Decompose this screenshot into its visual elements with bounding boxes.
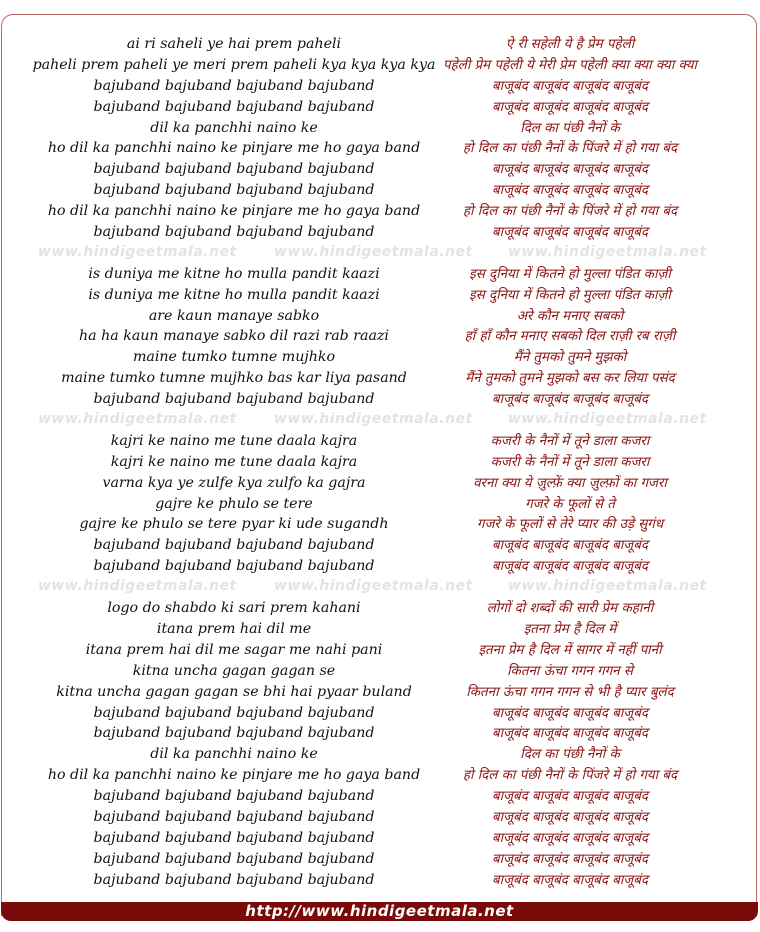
lyric-romanized: ho dil ka panchhi naino ke pinjare me ho gaya band <box>47 767 421 784</box>
lyric-romanized: bajuband bajuband bajuband bajuband <box>93 808 375 825</box>
lyric-romanized: logo do shabdo ki sari prem kahani <box>107 600 361 617</box>
lyric-devanagari: बाजूबंद बाजूबंद बाजूबंद बाजूबंद <box>492 830 648 846</box>
lyric-line <box>0 55 760 76</box>
lyric-line <box>0 306 760 327</box>
lyric-romanized: ho dil ka panchhi naino ke pinjare me ho gaya band <box>47 203 421 220</box>
lyric-line <box>0 347 760 368</box>
lyric-romanized: bajuband bajuband bajuband bajuband <box>93 98 375 115</box>
lyric-line <box>0 786 760 807</box>
lyric-romanized: kajri ke naino me tune daala kajra <box>110 432 358 449</box>
lyric-devanagari: पहेली प्रेम पहेली ये मेरी प्रेम पहेली क्या क्या क्या क्या <box>443 57 697 73</box>
lyric-devanagari: बाजूबंद बाजूबंद बाजूबंद बाजूबंद <box>492 538 648 554</box>
watermark-text: www.hindigeetmala.net <box>38 578 237 595</box>
lyric-line <box>0 264 760 285</box>
lyric-devanagari: बाजूबंद बाजूबंद बाजूबंद बाजूबंद <box>492 872 648 888</box>
lyric-romanized: bajuband bajuband bajuband bajuband <box>93 725 375 742</box>
lyric-devanagari: मैंने तुमको तुमने मुझको बस कर लिया पसंद <box>465 371 675 387</box>
lyric-line <box>0 473 760 494</box>
lyric-line <box>0 535 760 556</box>
lyric-romanized: dil ka panchhi naino ke <box>150 746 318 763</box>
lyric-devanagari: बाजूबंद बाजूबंद बाजूबंद बाजूबंद <box>492 183 648 199</box>
lyric-devanagari: बाजूबंद बाजूबंद बाजूबंद बाजूबंद <box>492 392 648 408</box>
lyric-devanagari: इतना प्रेम है दिल में <box>523 621 617 637</box>
lyric-line <box>0 180 760 201</box>
lyric-line <box>0 452 760 473</box>
watermark-text: www.hindigeetmala.net <box>38 243 237 260</box>
lyric-devanagari: दिल का पंछी नैनों के <box>520 120 620 136</box>
lyric-romanized: bajuband bajuband bajuband bajuband <box>93 850 375 867</box>
lyric-devanagari: गजरे के फूलों से ते <box>525 496 615 512</box>
lyric-devanagari: बाजूबंद बाजूबंद बाजूबंद बाजूबंद <box>492 559 648 575</box>
lyric-romanized: dil ka panchhi naino ke <box>150 119 318 136</box>
lyric-devanagari: बाजूबंद बाजूबंद बाजूबंद बाजूबंद <box>492 225 648 241</box>
lyric-line <box>0 828 760 849</box>
lyric-romanized: is duniya me kitne ho mulla pandit kaazi <box>88 286 380 303</box>
watermark-row <box>0 243 760 264</box>
lyric-devanagari: लोगों दो शब्दों की सारी प्रेम कहानी <box>486 601 654 617</box>
lyric-devanagari: हो दिल का पंछी नैनों के पिंजरे में हो गया बंद <box>462 141 678 157</box>
lyric-romanized: are kaun manaye sabko <box>148 307 320 324</box>
lyric-line <box>0 807 760 828</box>
watermark-text: www.hindigeetmala.net <box>38 411 237 428</box>
lyric-devanagari: कजरी के नैनों में तूने डाला कजरा <box>490 433 650 449</box>
lyric-romanized: bajuband bajuband bajuband bajuband <box>93 558 375 575</box>
lyric-romanized: is duniya me kitne ho mulla pandit kaazi <box>88 265 380 282</box>
lyric-line <box>0 723 760 744</box>
lyric-romanized: gajre ke phulo se tere pyar ki ude sugandh <box>79 516 389 533</box>
lyric-line <box>0 118 760 139</box>
lyric-devanagari: इतना प्रेम है दिल में सागर में नहीं पानी <box>478 642 662 658</box>
lyric-romanized: ai ri saheli ye hai prem paheli <box>126 36 342 52</box>
lyric-line <box>0 138 760 159</box>
lyric-devanagari: बाजूबंद बाजूबंद बाजूबंद बाजूबंद <box>492 809 648 825</box>
lyric-romanized: gajre ke phulo se tere <box>155 495 313 512</box>
lyric-line <box>0 159 760 180</box>
lyric-line <box>0 849 760 870</box>
lyric-devanagari: वरना क्या ये ज़ुल्फ़ें क्या ज़ुल्फ़ों का गजरा <box>473 475 667 491</box>
lyric-romanized: maine tumko tumne mujhko <box>132 349 336 366</box>
watermark-text: www.hindigeetmala.net <box>508 578 707 595</box>
lyric-line <box>0 744 760 765</box>
lyric-romanized: kitna uncha gagan gagan se bhi hai pyaar buland <box>56 683 412 700</box>
lyric-devanagari: अरे कौन मनाए सबको <box>516 308 624 324</box>
lyric-romanized: bajuband bajuband bajuband bajuband <box>93 224 375 241</box>
lyric-devanagari: इस दुनिया में कितने हो मुल्ला पंडित काज़ी <box>469 266 671 282</box>
lyric-line <box>0 494 760 515</box>
lyric-devanagari: ऐ री सहेली ये है प्रेम पहेली <box>505 37 635 52</box>
watermark-text: www.hindigeetmala.net <box>274 243 473 260</box>
lyrics-container <box>0 34 760 891</box>
lyric-romanized: bajuband bajuband bajuband bajuband <box>93 871 375 888</box>
lyric-devanagari: कजरी के नैनों में तूने डाला कजरा <box>490 454 650 470</box>
lyric-devanagari: कितना ऊंचा गगन गगन से <box>507 663 633 679</box>
lyric-line <box>0 661 760 682</box>
lyric-devanagari: इस दुनिया में कितने हो मुल्ला पंडित काज़ी <box>469 287 671 303</box>
lyric-devanagari: बाजूबंद बाजूबंद बाजूबंद बाजूबंद <box>492 78 648 94</box>
lyric-devanagari: हो दिल का पंछी नैनों के पिंजरे में हो गया बंद <box>462 768 678 784</box>
footer-site-link[interactable]: http://www.hindigeetmala.net <box>245 902 514 920</box>
watermark-text: www.hindigeetmala.net <box>274 411 473 428</box>
lyric-devanagari: मैंने तुमको तुमने मुझको <box>513 350 627 366</box>
lyric-line <box>0 556 760 577</box>
lyric-devanagari: बाजूबंद बाजूबंद बाजूबंद बाजूबंद <box>492 851 648 867</box>
lyric-devanagari: बाजूबंद बाजूबंद बाजूबंद बाजूबंद <box>492 162 648 178</box>
lyric-romanized: varna kya ye zulfe kya zulfo ka gajra <box>102 474 366 491</box>
lyric-line <box>0 640 760 661</box>
lyric-line <box>0 222 760 243</box>
lyric-line <box>0 201 760 222</box>
lyric-romanized: ho dil ka panchhi naino ke pinjare me ho gaya band <box>47 140 421 157</box>
watermark-text: www.hindigeetmala.net <box>508 411 707 428</box>
lyric-line <box>0 326 760 347</box>
lyric-romanized: itana prem hai dil me sagar me nahi pani <box>85 641 383 658</box>
lyric-romanized: bajuband bajuband bajuband bajuband <box>93 829 375 846</box>
lyric-romanized: kitna uncha gagan gagan se <box>132 662 336 679</box>
lyric-romanized: bajuband bajuband bajuband bajuband <box>93 537 375 554</box>
watermark-text: www.hindigeetmala.net <box>274 578 473 595</box>
lyric-line <box>0 285 760 306</box>
watermark-row <box>0 577 760 598</box>
lyric-romanized: bajuband bajuband bajuband bajuband <box>93 788 375 805</box>
lyric-line <box>0 870 760 891</box>
lyric-line <box>0 368 760 389</box>
lyric-devanagari: बाजूबंद बाजूबंद बाजूबंद बाजूबंद <box>492 726 648 742</box>
lyric-romanized: kajri ke naino me tune daala kajra <box>110 453 358 470</box>
watermark-row <box>0 410 760 431</box>
watermark-text: www.hindigeetmala.net <box>508 243 707 260</box>
lyric-line <box>0 765 760 786</box>
lyric-line <box>0 389 760 410</box>
lyric-devanagari: बाजूबंद बाजूबंद बाजूबंद बाजूबंद <box>492 99 648 115</box>
lyric-line <box>0 598 760 619</box>
lyric-romanized: ha ha kaun manaye sabko dil razi rab raazi <box>79 328 389 345</box>
lyric-line <box>0 619 760 640</box>
lyric-romanized: bajuband bajuband bajuband bajuband <box>93 391 375 408</box>
lyric-devanagari: दिल का पंछी नैनों के <box>520 747 620 763</box>
lyric-devanagari: बाजूबंद बाजूबंद बाजूबंद बाजूबंद <box>492 705 648 721</box>
lyric-line <box>0 34 760 55</box>
lyric-romanized: paheli prem paheli ye meri prem paheli kya kya kya kya <box>32 56 436 73</box>
lyric-devanagari: कितना ऊंचा गगन गगन से भी है प्यार बुलंद <box>466 684 674 700</box>
lyric-line <box>0 703 760 724</box>
footer-bar <box>1 902 758 921</box>
lyric-romanized: bajuband bajuband bajuband bajuband <box>93 161 375 178</box>
lyric-line <box>0 76 760 97</box>
lyric-devanagari: हाँ हाँ कौन मनाए सबको दिल राज़ी रब राज़ी <box>464 329 676 345</box>
lyric-line <box>0 682 760 703</box>
lyric-line <box>0 97 760 118</box>
lyric-devanagari: हो दिल का पंछी नैनों के पिंजरे में हो गया बंद <box>462 204 678 220</box>
lyric-romanized: bajuband bajuband bajuband bajuband <box>93 182 375 199</box>
lyric-line <box>0 431 760 452</box>
lyric-romanized: maine tumko tumne mujhko bas kar liya pasand <box>61 370 407 387</box>
lyric-romanized: bajuband bajuband bajuband bajuband <box>93 704 375 721</box>
lyric-romanized: bajuband bajuband bajuband bajuband <box>93 77 375 94</box>
lyric-devanagari: गजरे के फूलों से तेरे प्यार की उड़े सुगंध <box>476 517 664 533</box>
lyric-devanagari: बाजूबंद बाजूबंद बाजूबंद बाजूबंद <box>492 789 648 805</box>
lyric-romanized: itana prem hai dil me <box>156 620 312 637</box>
lyric-line <box>0 514 760 535</box>
